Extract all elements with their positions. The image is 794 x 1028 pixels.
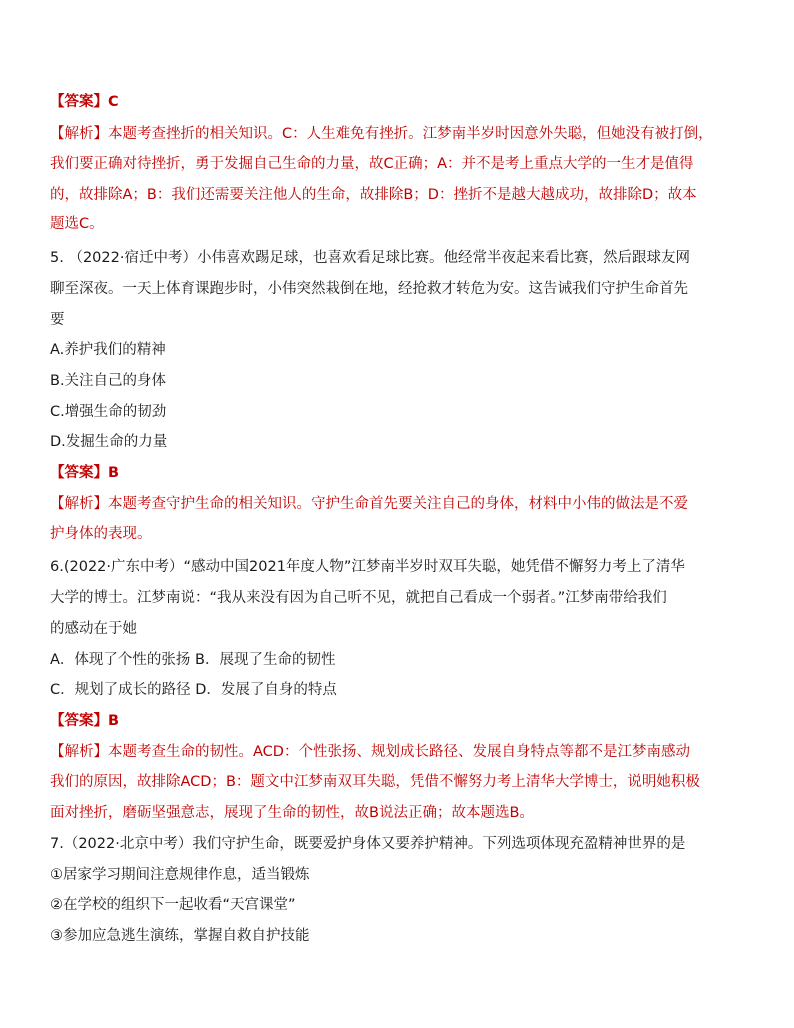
question-stem: 6.(2022·广东中考）“感动中国2021年度人物”江梦南半岁时双耳失聪，她凭借不懈努力考上了清华 [50, 559, 685, 575]
analysis-line: 的，故排除A；B：我们还需要关注他人的生命，故排除B；D：挫折不是越大越成功，故排除D；故本 [50, 187, 697, 203]
statement-item: ③参加应急逃生演练，掌握自救自护技能 [50, 928, 310, 944]
statement-item: ②在学校的组织下一起收看“天宫课堂” [50, 897, 296, 913]
answer-label: 【答案】C [50, 94, 119, 110]
analysis-line: 面对挫折，磨砺坚强意志，展现了生命的韧性，故B说法正确；故本题选B。 [50, 805, 534, 821]
answer-label: 【答案】B [50, 465, 120, 481]
analysis-line: 题选C。 [50, 216, 104, 232]
answer-label: 【答案】B [50, 713, 120, 729]
option-a: A.养护我们的精神 [50, 342, 166, 358]
option-d: D.发掘生命的力量 [50, 434, 168, 450]
option-c: C.增强生命的韧劲 [50, 404, 167, 420]
analysis-line: 我们要正确对待挫折，勇于发掘自己生命的力量，故C正确；A：并不是考上重点大学的一生才是值得 [50, 156, 694, 172]
analysis-line: 我们的原因，故排除ACD；B：题文中江梦南双耳失聪，凭借不懈努力考上清华大学博士，说明她积极 [50, 774, 700, 790]
option-line: C．规划了成长的路径 D．发展了自身的特点 [50, 682, 337, 698]
question-stem: 聊至深夜。一天上体育课跑步时，小伟突然栽倒在地，经抢救才转危为安。这告诫我们守护生命首先 [50, 281, 688, 297]
question-stem: 的感动在于她 [50, 621, 137, 637]
analysis-line: 【解析】本题考查守护生命的相关知识。守护生命首先要关注自己的身体，材料中小伟的做法是不爱 [50, 496, 688, 512]
analysis-line: 【解析】本题考查生命的韧性。ACD：个性张扬、规划成长路径、发展自身特点等都不是江梦南感动 [50, 744, 690, 760]
option-line: A．体现了个性的张扬 B．展现了生命的韧性 [50, 652, 336, 668]
question-stem: 要 [50, 312, 65, 328]
question-stem: 5. （2022·宿迁中考）小伟喜欢踢足球，也喜欢看足球比赛。他经常半夜起来看比赛，然后跟球友网 [50, 250, 690, 266]
option-b: B.关注自己的身体 [50, 373, 167, 389]
analysis-line: 【解析】本题考查挫折的相关知识。C：人生难免有挫折。江梦南半岁时因意外失聪，但她没有被打倒， [50, 126, 713, 142]
statement-item: ①居家学习期间注意规律作息，适当锻炼 [50, 867, 310, 883]
question-stem: 大学的博士。江梦南说：“我从来没有因为自己听不见，就把自己看成一个弱者。”江梦南带给我们 [50, 590, 667, 606]
question-stem: 7.（2022·北京中考）我们守护生命，既要爱护身体又要养护精神。下列选项体现充盈精神世界的是 [50, 836, 686, 852]
analysis-line: 护身体的表现。 [50, 526, 152, 542]
